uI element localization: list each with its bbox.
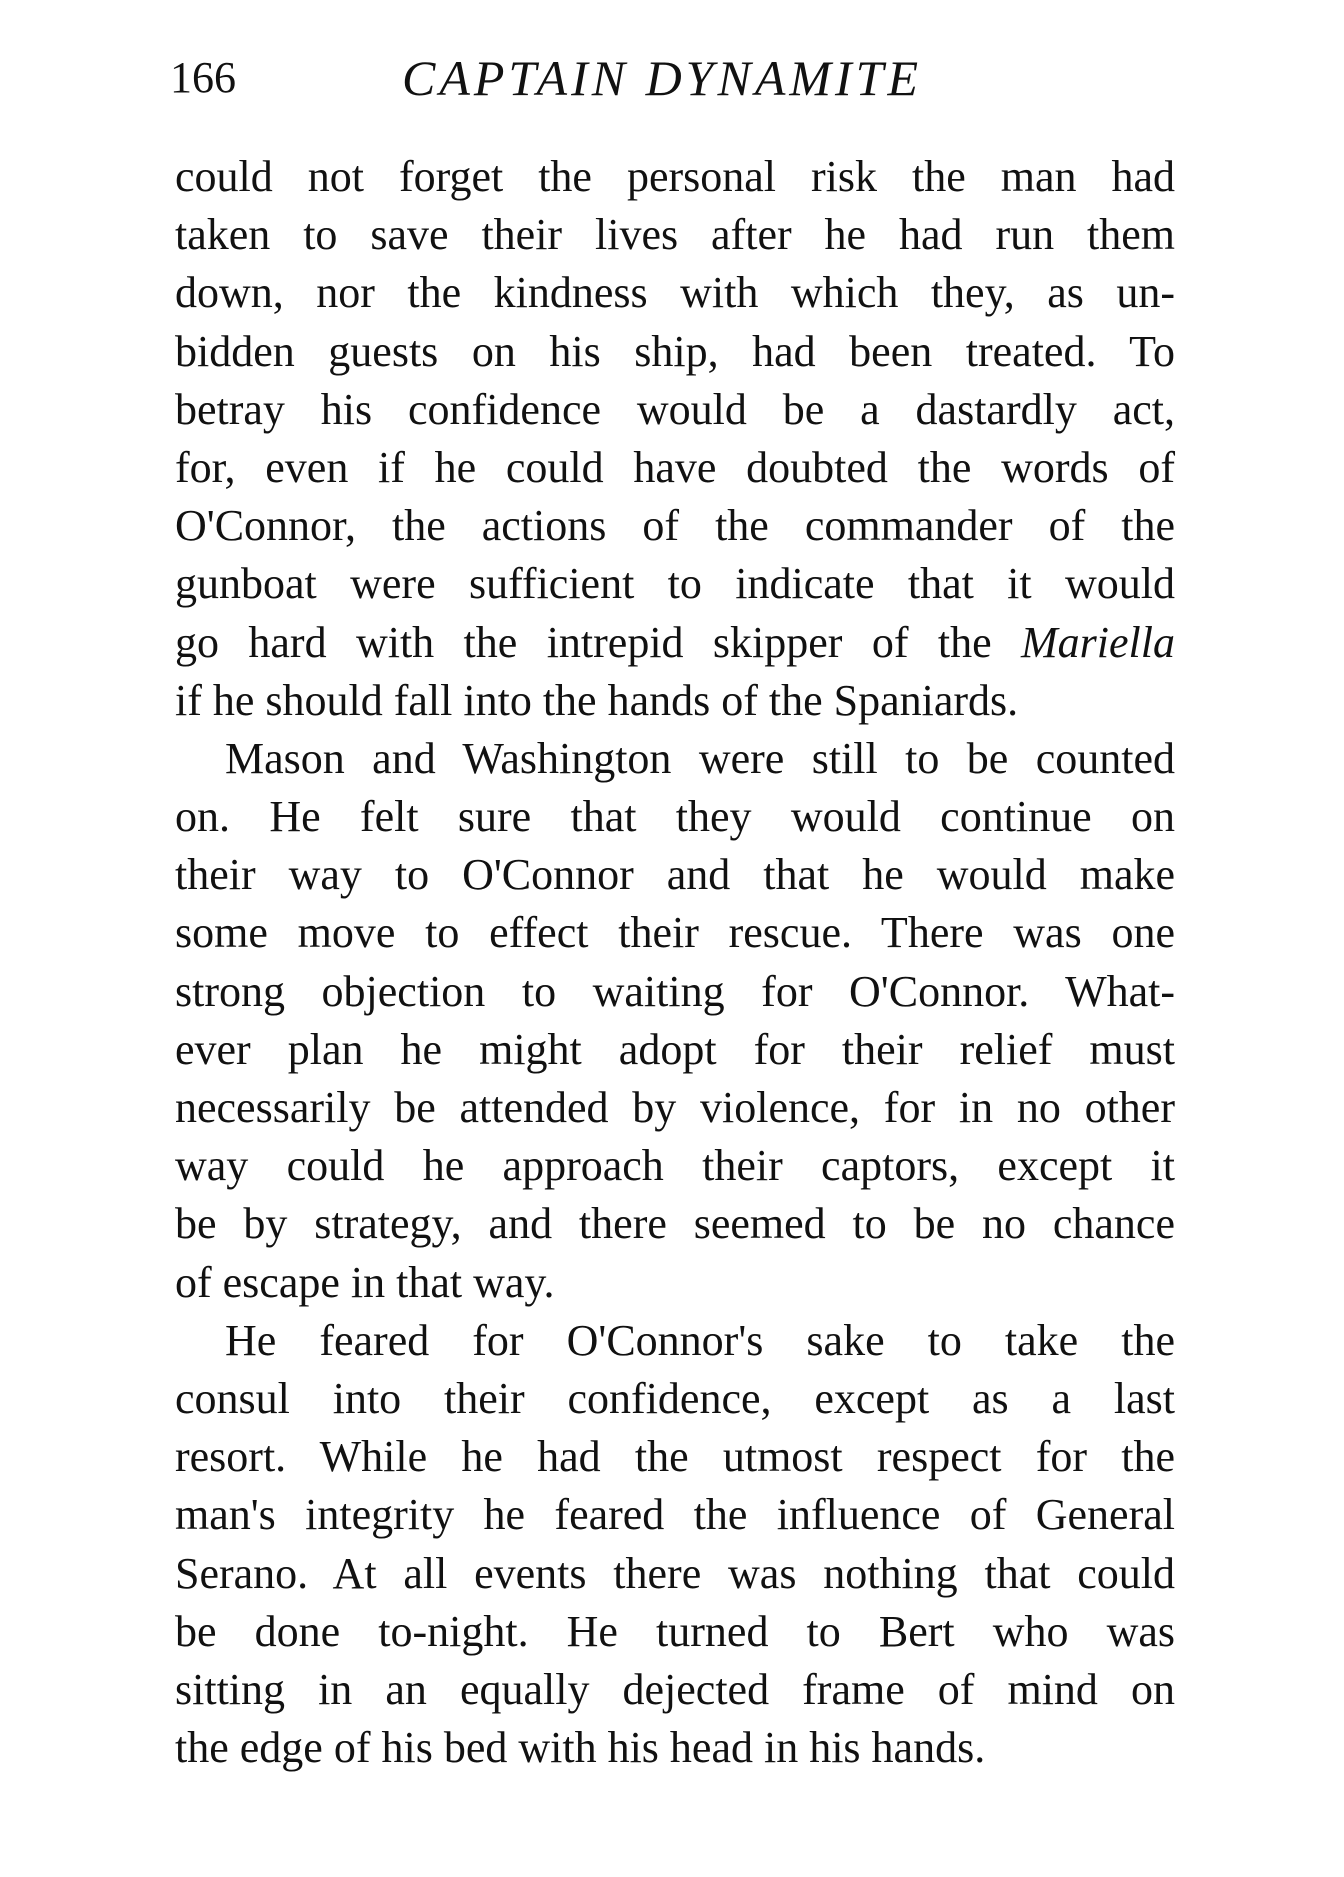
body-text	[175, 148, 1175, 1777]
text-line: way could he approach their captors, except it	[175, 1141, 1175, 1191]
text-line: Mason and Washington were still to be counted	[225, 733, 1175, 783]
text-segment: go hard with the intrepid skipper of the	[175, 617, 1022, 667]
text-line: of escape in that way.	[175, 1257, 555, 1307]
text-line: strong objection to waiting for O'Connor. What-	[175, 966, 1175, 1016]
text-line: consul into their confidence, except as a last	[175, 1373, 1175, 1423]
text-line: some move to effect their rescue. There was one	[175, 908, 1175, 958]
text-line: betray his confidence would be a dastardly act,	[175, 384, 1175, 434]
text-line: ever plan he might adopt for their relief must	[175, 1024, 1175, 1074]
text-line: if he should fall into the hands of the Spaniards.	[175, 675, 1019, 725]
text-line: down, nor the kindness with which they, as un-	[175, 268, 1175, 318]
book-title: CAPTAIN DYNAMITE	[402, 50, 923, 106]
text-line: man's integrity he feared the influence of General	[175, 1490, 1175, 1540]
text-line: be done to-night. He turned to Bert who was	[175, 1606, 1175, 1656]
text-line: for, even if he could have doubted the words of	[175, 442, 1175, 492]
text-line: Serano. At all events there was nothing that could	[175, 1548, 1175, 1598]
text-line: bidden guests on his ship, had been treated. To	[175, 326, 1175, 376]
text-line: the edge of his bed with his head in his hands.	[175, 1723, 986, 1773]
running-head	[170, 46, 1180, 110]
text-line	[175, 614, 1175, 672]
text-line: resort. While he had the utmost respect for the	[175, 1432, 1175, 1482]
text-line: could not forget the personal risk the man had	[175, 152, 1175, 201]
text-line: He feared for O'Connor's sake to take the	[225, 1315, 1175, 1365]
text-line: gunboat were sufficient to indicate that it would	[175, 559, 1175, 609]
text-line: necessarily be attended by violence, for in no other	[175, 1083, 1175, 1132]
text-line: O'Connor, the actions of the commander of the	[175, 501, 1175, 551]
text-line: taken to save their lives after he had run them	[175, 210, 1175, 260]
text-line: their way to O'Connor and that he would make	[175, 850, 1175, 900]
text-line: be by strategy, and there seemed to be no chance	[175, 1199, 1175, 1249]
ship-name: Mariella	[1021, 617, 1175, 667]
text-line: sitting in an equally dejected frame of mind on	[175, 1664, 1175, 1714]
page-number: 166	[170, 53, 236, 102]
text-line: on. He felt sure that they would continue on	[175, 792, 1175, 842]
